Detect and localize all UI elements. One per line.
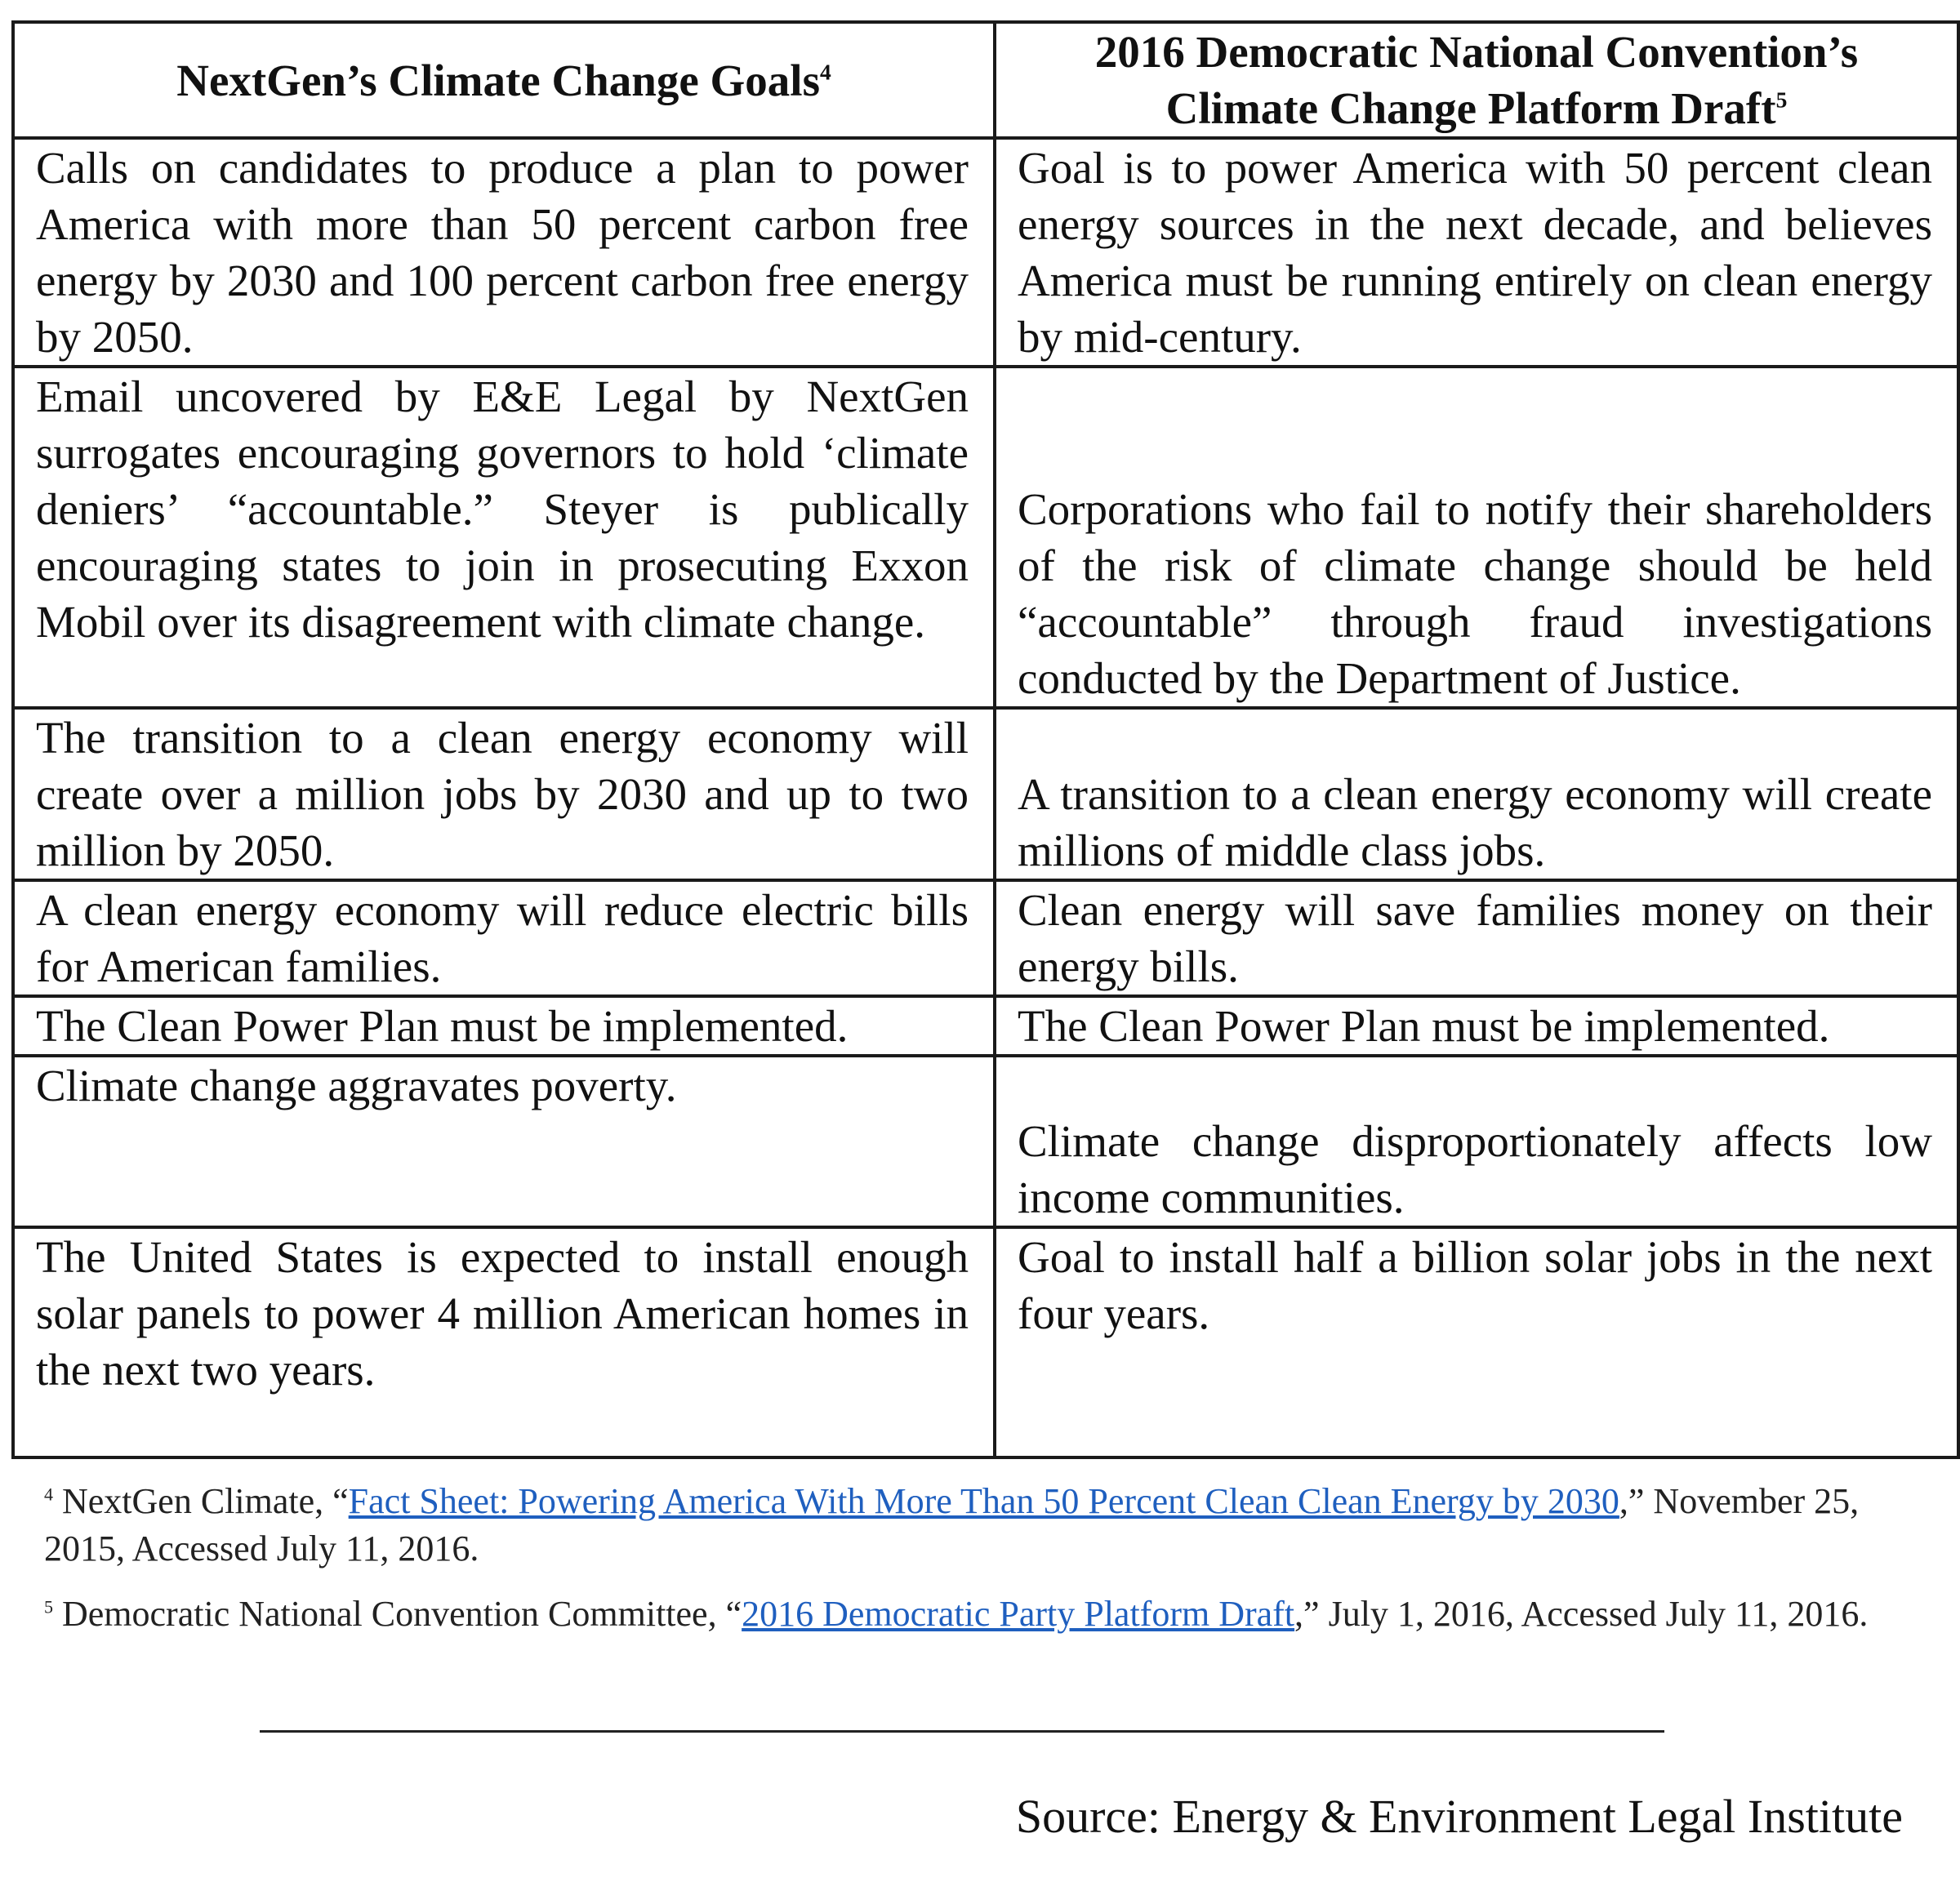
header-left-text: NextGen’s Climate Change Goals [176,55,820,105]
footnote-4 [44,1478,1914,1573]
footnote-number: 5 [44,1596,53,1617]
nextgen-goal-cell: The transition to a clean energy economy will create over a million jobs by 2030 and up to two million by 2050. [13,708,995,880]
table-row [13,138,1958,367]
nextgen-goal-cell: The United States is expected to install enough solar panels to power 4 million American homes in the next two years. [13,1227,995,1457]
dnc-platform-cell: Goal to install half a billion solar jobs in the next four years. [995,1227,1958,1457]
table-row [13,996,1958,1056]
table-row [13,880,1958,996]
table-row [13,1056,1958,1227]
header-right-line2: Climate Change Platform Draft [1165,83,1776,133]
footnote-5 [44,1591,1914,1638]
footnote-link-platform-draft[interactable]: 2016 Democratic Party Platform Draft [742,1594,1295,1634]
footnote-link-fact-sheet[interactable]: Fact Sheet: Powering America With More Than 50 Percent Clean Clean Energy by 2030 [348,1481,1619,1521]
header-nextgen-goals [13,22,995,138]
nextgen-goal-cell: Email uncovered by E&E Legal by NextGen surrogates encouraging governors to hold ‘climate deniers’ “accountable.” Steyer is publically encouraging states to join in prosecuting Exxon Mobil over its disagreement with climate change. [13,367,995,708]
footnote-prefix: Democratic National Convention Committee, “ [53,1594,742,1634]
dnc-platform-cell: A transition to a clean energy economy will create millions of middle class jobs. [995,708,1958,880]
header-right-line1: 2016 Democratic National Convention’s [1094,27,1859,77]
source-credit: Source: Energy & Environment Legal Institute [1015,1790,1903,1843]
table-row [13,367,1958,708]
table-header-row [13,22,1958,138]
header-right-footnote-ref: 5 [1775,87,1788,113]
dnc-platform-cell: The Clean Power Plan must be implemented. [995,996,1958,1056]
nextgen-goal-cell: The Clean Power Plan must be implemented. [13,996,995,1056]
nextgen-goal-cell: Calls on candidates to produce a plan to power America with more than 50 percent carbon free energy by 2030 and 100 percent carbon free energy by 2050. [13,138,995,367]
nextgen-goal-cell: A clean energy economy will reduce electric bills for American families. [13,880,995,996]
dnc-platform-cell: Corporations who fail to notify their shareholders of the risk of climate change should be held “accountable” through fraud investigations conducted by the Department of Justice. [995,367,1958,708]
dnc-platform-cell: Climate change disproportionately affects low income communities. [995,1056,1958,1227]
footnote-prefix: NextGen Climate, “ [53,1481,349,1521]
footnote-number: 4 [44,1484,53,1505]
header-left-footnote-ref: 4 [820,59,831,85]
table-row [13,1227,1958,1457]
dnc-platform-cell: Goal is to power America with 50 percent clean energy sources in the next decade, and believes America must be running entirely on clean energy by mid-century. [995,138,1958,367]
footnotes [44,1478,1914,1656]
table-row [13,708,1958,880]
footnote-suffix: ,” November 25, 2015, Accessed July 11, 2016. [44,1481,1860,1569]
dnc-platform-cell: Clean energy will save families money on their energy bills. [995,880,1958,996]
comparison-table [11,20,1960,1459]
nextgen-goal-cell: Climate change aggravates poverty. [13,1056,995,1227]
horizontal-divider [260,1730,1664,1733]
footnote-suffix: ,” July 1, 2016, Accessed July 11, 2016. [1294,1594,1869,1634]
header-dnc-platform [995,22,1958,138]
